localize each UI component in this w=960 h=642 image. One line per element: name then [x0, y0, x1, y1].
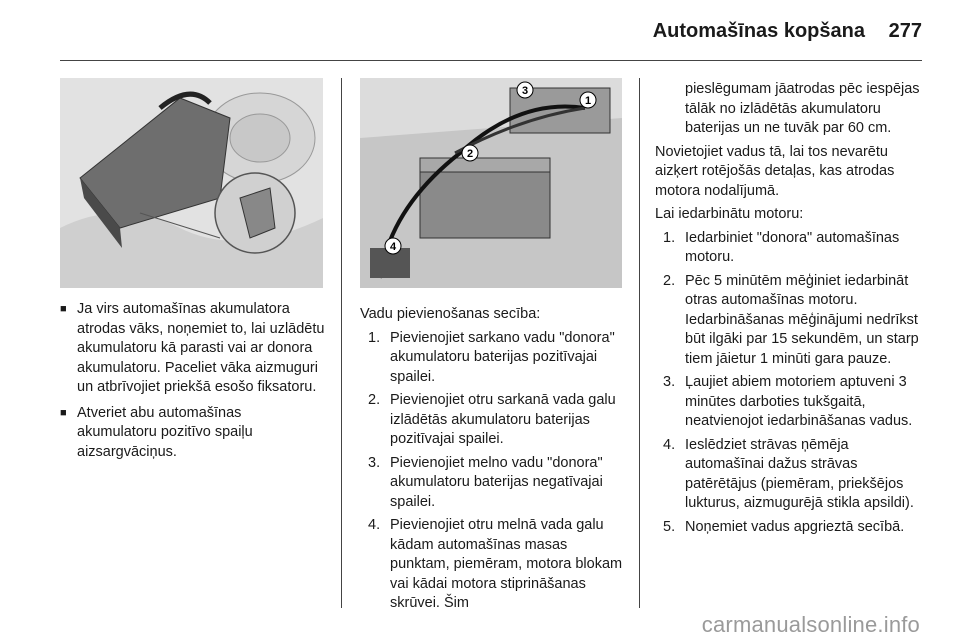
- column-3: [655, 80, 923, 541]
- paragraph: Novietojiet vadus tā, lai tos nevarētu aizķert rotējošās detaļas, kas atrodas motora nodalījumā.: [655, 143, 895, 199]
- callout-2: 2: [467, 148, 474, 160]
- continued-text: pieslēgumam jāatrodas pēc iespējas tālāk no izlādētās akumulatoru baterijas un ne tuvāk par 60 cm.: [685, 81, 920, 136]
- list-item: 3. Ļaujiet abiem motoriem aptuveni 3 minūtes darboties tukšgaitā, neatvienojot iedarbināšanas vadus.: [663, 374, 913, 429]
- battery-cover-illustration: [60, 78, 323, 288]
- header-divider: [60, 60, 922, 61]
- list-item: 2. Pēc 5 minūtēm mēģiniet iedarbināt otras automašīnas motoru. Iedarbināšanas mēģinājumi nedrīkst būt ilgāki par 15 sekundēm, un starp tiem jāietur 1 minūti gara pauze.: [663, 272, 919, 367]
- paragraph: Lai iedarbinātu motoru:: [655, 206, 804, 222]
- watermark: carmanualsonline.info: [701, 612, 920, 637]
- list-item: ■ Atveriet abu automašīnas akumulatoru pozitīvo spaiļu aizsargvāciņus.: [60, 404, 253, 460]
- section-title: Automašīnas kopšana: [652, 20, 865, 42]
- list-item: 1. Pievienojiet sarkano vadu "donora" akumulatoru baterijas pozitīvajai spailei.: [368, 329, 615, 385]
- column-2: [360, 305, 625, 618]
- bullet-icon: ■: [60, 303, 67, 315]
- list-item: 1. Iedarbiniet "donora" automašīnas motoru.: [663, 229, 900, 265]
- list-item: 5. Noņemiet vadus apgrieztā secībā.: [663, 518, 905, 535]
- jump-start-illustration: [360, 78, 622, 288]
- callout-1: 1: [585, 95, 592, 107]
- list-item: ■ Ja virs automašīnas akumulatora atrodas vāks, noņemiet to, lai uzlādētu akumulatoru kā parasti vai ar donora akumulatoru. Paceliet vāka aizmuguri un atbrīvojiet priekšā esošo fiksatoru.: [60, 301, 325, 395]
- page-number: 277: [888, 20, 922, 42]
- list-item: 4. Ieslēdziet strāvas ņēmēja automašīnai dažus strāvas patērētājus (piemēram, priekšējos lukturus, aizmugurējā stikla apsildi).: [663, 436, 914, 511]
- column-1: [60, 300, 325, 468]
- page-header: [0, 0, 960, 62]
- list-item: 4. Pievienojiet otru melnā vada galu kādam automašīnas masas punktam, piemēram, motora blokam vai kādai motora stiprināšanas skrūvei. Šim: [368, 517, 623, 611]
- column-divider-1: [341, 78, 342, 608]
- list-item: 3. Pievienojiet melno vadu "donora" akumulatoru baterijas negatīvajai spailei.: [368, 454, 603, 510]
- callout-4: 4: [390, 241, 397, 253]
- list-item: 2. Pievienojiet otru sarkanā vada galu izlādētās akumulatoru baterijas pozitīvajai spailei.: [368, 392, 616, 447]
- steps-intro: Vadu pievienošanas secība:: [360, 306, 541, 322]
- callout-3: 3: [522, 85, 529, 97]
- column-divider-2: [639, 78, 640, 608]
- bullet-icon: ■: [60, 406, 67, 419]
